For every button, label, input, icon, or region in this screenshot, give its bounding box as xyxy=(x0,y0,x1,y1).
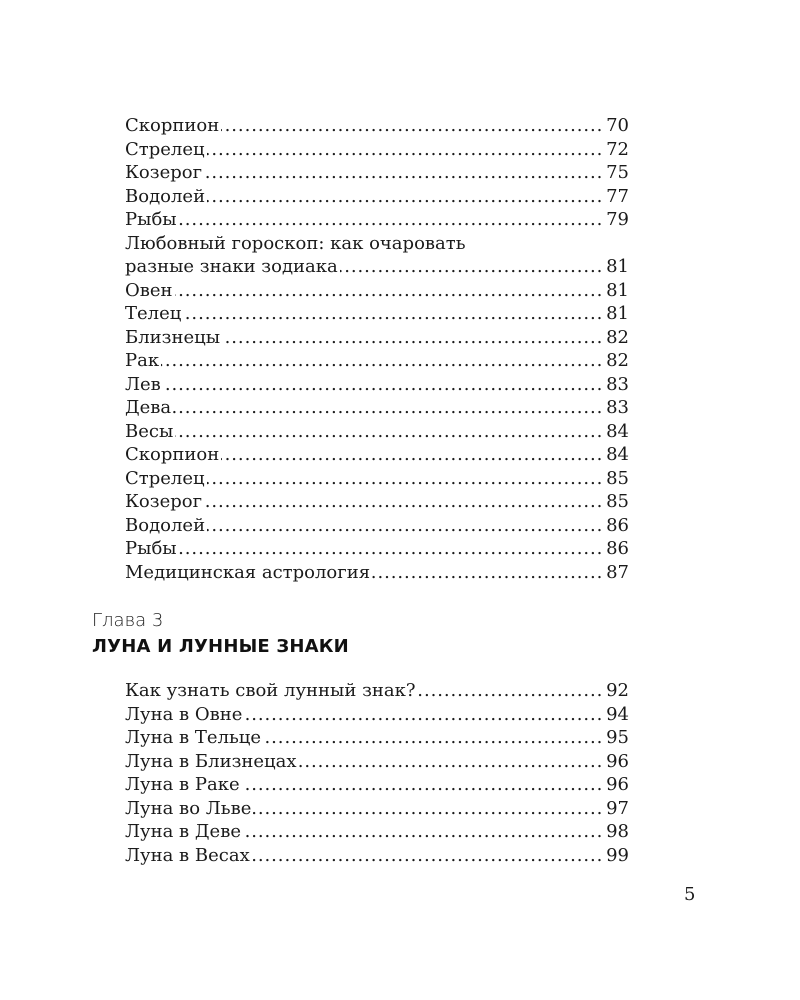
toc-entry-page: 98 xyxy=(603,820,629,844)
toc-entry-page: 79 xyxy=(603,208,629,232)
toc-entry-page: 84 xyxy=(603,420,629,444)
toc-entry-page: 96 xyxy=(603,773,629,797)
toc-entry-title: Водолей xyxy=(125,514,206,536)
toc-entry-page: 85 xyxy=(603,467,629,491)
toc-entry xyxy=(125,138,629,162)
toc-entry xyxy=(125,820,629,844)
toc-entry-title: Медицинская астрология xyxy=(125,561,371,583)
toc-entry-title: Стрелец xyxy=(125,467,205,489)
toc-entry-page: 97 xyxy=(603,797,629,821)
toc-entry xyxy=(125,349,629,373)
toc-entry-title: Стрелец xyxy=(125,138,205,160)
toc-entry-page: 87 xyxy=(603,561,629,585)
toc-list-zodiac xyxy=(125,114,629,584)
toc-entry xyxy=(125,373,629,397)
toc-entry xyxy=(125,514,629,538)
toc-entry xyxy=(125,161,629,185)
toc-entry-page: 86 xyxy=(603,537,629,561)
toc-entry xyxy=(125,773,629,797)
toc-entry xyxy=(125,114,629,138)
toc-entry-title: Как узнать свой лунный знак? xyxy=(125,680,416,701)
toc-entry-page: 84 xyxy=(603,443,629,467)
toc-entry xyxy=(125,797,629,821)
toc-entry xyxy=(125,279,629,303)
toc-entry xyxy=(125,396,629,420)
toc-entry-page: 82 xyxy=(603,349,629,373)
toc-entry-page: 99 xyxy=(603,844,629,868)
toc-entry-page: 81 xyxy=(603,302,629,326)
toc-entry-page: 94 xyxy=(603,703,629,727)
toc-entry-title: Дева xyxy=(125,397,172,418)
toc-entry-title: Рыбы xyxy=(125,538,177,559)
toc-entry xyxy=(125,326,629,350)
toc-entry xyxy=(125,561,629,585)
toc-entry xyxy=(125,302,629,326)
toc-list-moon xyxy=(125,679,629,867)
toc-entry-title: Луна во Льве xyxy=(125,797,252,819)
toc-entry-title: Телец xyxy=(125,303,182,324)
toc-entry xyxy=(125,844,629,868)
toc-entry xyxy=(125,467,629,491)
toc-entry-page: 96 xyxy=(603,750,629,774)
toc-entry-page: 92 xyxy=(603,679,629,703)
toc-section-entry xyxy=(125,255,629,279)
toc-entry-title: Козерог xyxy=(125,162,203,183)
toc-entry-title: Луна в Деве xyxy=(125,821,241,842)
toc-entry xyxy=(125,679,629,703)
toc-entry-title: Козерог xyxy=(125,491,203,512)
toc-entry-page: 81 xyxy=(603,255,629,279)
toc-entry-title: Луна в Тельце xyxy=(125,727,262,748)
toc-entry-title: Скорпион xyxy=(125,115,220,136)
toc-entry-page: 70 xyxy=(603,114,629,138)
toc-entry xyxy=(125,537,629,561)
toc-entry xyxy=(125,443,629,467)
toc-entry-title: Рак xyxy=(125,350,160,371)
toc-entry-title: Скорпион xyxy=(125,444,220,465)
toc-entry-page: 85 xyxy=(603,490,629,514)
toc-entry-page: 83 xyxy=(603,373,629,397)
toc-entry-title: Луна в Овне xyxy=(125,703,243,725)
toc-entry xyxy=(125,750,629,774)
toc-entry xyxy=(125,185,629,209)
toc-entry-page: 95 xyxy=(603,726,629,750)
toc-entry-page: 83 xyxy=(603,396,629,420)
toc-entry-title: Рыбы xyxy=(125,209,177,230)
toc-entry-page: 75 xyxy=(603,161,629,185)
toc-section-title-line1: Любовный гороскоп: как очаровать xyxy=(125,232,466,254)
toc-entry-title: Весы xyxy=(125,420,174,442)
toc-section-title-line2: разные знаки зодиака xyxy=(125,256,338,277)
toc-entry-title: Луна в Весах xyxy=(125,844,250,866)
chapter-label: Глава 3 xyxy=(92,610,164,631)
toc-entry-title: Луна в Раке xyxy=(125,774,240,795)
toc-entry-page: 77 xyxy=(603,185,629,209)
toc-entry-title: Луна в Близнецах xyxy=(125,750,297,772)
toc-entry-title: Водолей xyxy=(125,185,206,207)
toc-entry-title: Близнецы xyxy=(125,326,221,348)
toc-entry-page: 72 xyxy=(603,138,629,162)
toc-entry xyxy=(125,703,629,727)
page-number: 5 xyxy=(684,884,696,905)
toc-entry xyxy=(125,208,629,232)
toc-entry-page: 81 xyxy=(603,279,629,303)
toc-entry-page: 86 xyxy=(603,514,629,538)
toc-entry-title: Лев xyxy=(125,373,161,395)
chapter-title: ЛУНА И ЛУННЫЕ ЗНАКИ xyxy=(92,636,349,657)
toc-entry-page: 82 xyxy=(603,326,629,350)
toc-entry-title: Овен xyxy=(125,279,173,301)
toc-entry xyxy=(125,490,629,514)
toc-entry xyxy=(125,420,629,444)
toc-entry xyxy=(125,726,629,750)
